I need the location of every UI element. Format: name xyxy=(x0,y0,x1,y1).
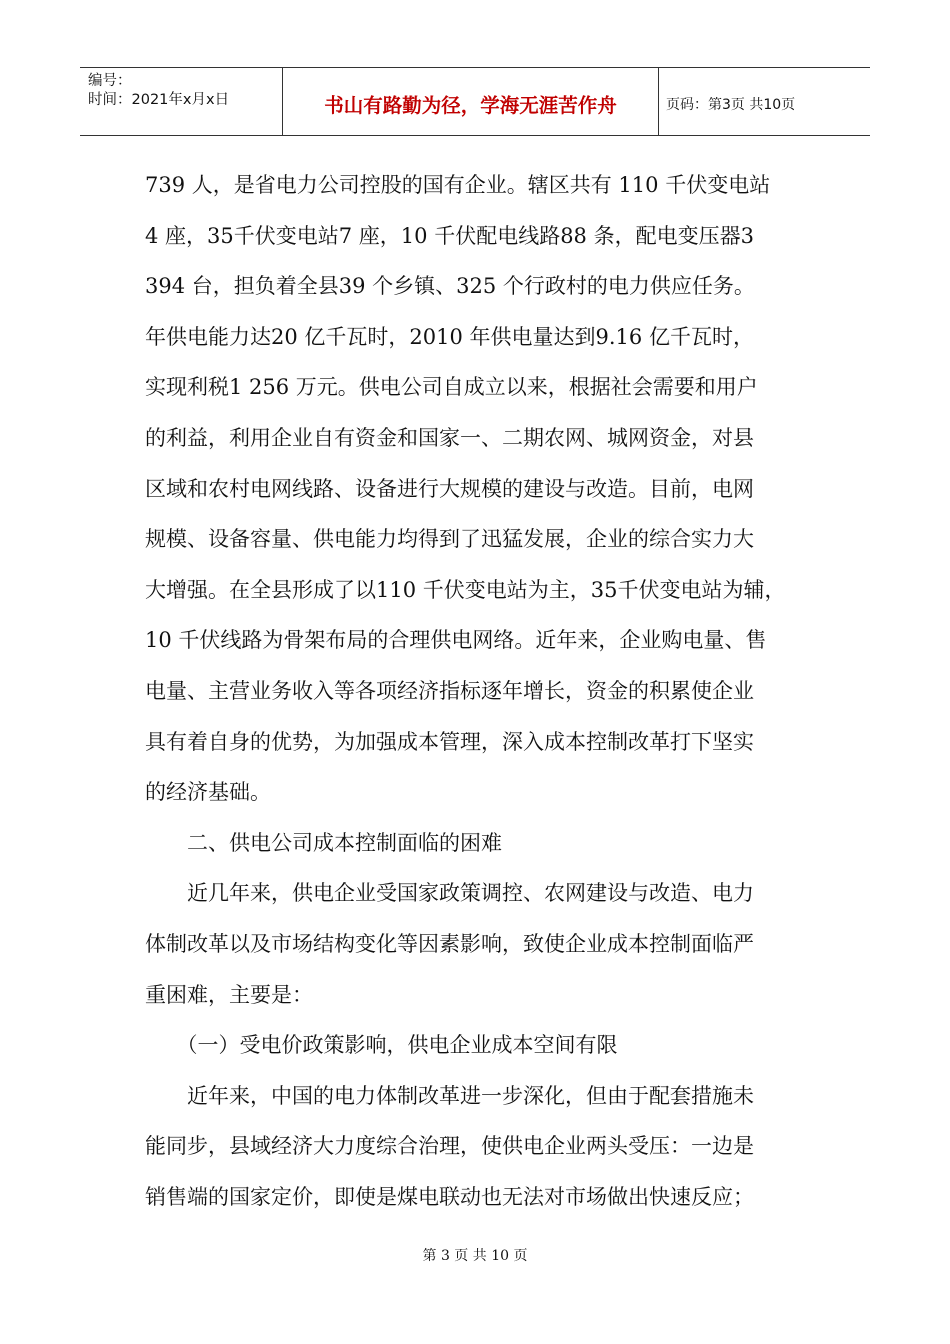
body-line: 4 座，35千伏变电站7 座，10 千伏配电线路88 条，配电变压器3 xyxy=(145,223,754,248)
document-body xyxy=(145,160,810,1222)
body-line: 的经济基础。 xyxy=(145,780,271,805)
page-footer: 第 3 页 共 10 页 xyxy=(422,1248,528,1264)
section-heading: 二、供电公司成本控制面临的困难 xyxy=(145,830,502,855)
subsection-heading: （一）受电价政策影响，供电企业成本空间有限 xyxy=(145,1033,618,1058)
body-line: 实现利税1 256 万元。供电公司自成立以来，根据社会需要和用户 xyxy=(145,375,758,400)
header-motto: 书山有路勤为径，学海无涯苦作舟 xyxy=(283,68,659,135)
body-line: 的利益，利用企业自有资金和国家一、二期农网、城网资金，对县 xyxy=(145,425,754,450)
body-line: 销售端的国家定价，即使是煤电联动也无法对市场做出快速反应； xyxy=(145,1184,754,1209)
body-line: 区域和农村电网线路、设备进行大规模的建设与改造。目前，电网 xyxy=(145,476,754,501)
document-time-label: 时间：2021年x月x日 xyxy=(88,92,230,108)
body-line: 体制改革以及市场结构变化等因素影响，致使企业成本控制面临严 xyxy=(145,931,754,956)
body-line: 电量、主营业务收入等各项经济指标逐年增长，资金的积累使企业 xyxy=(145,678,754,703)
body-line: 能同步，县域经济大力度综合治理，使供电企业两头受压：一边是 xyxy=(145,1134,754,1159)
document-number-label: 编号： xyxy=(88,73,132,89)
header-page-info: 页码：第3页 共10页 xyxy=(666,96,796,113)
body-line: 规模、设备容量、供电能力均得到了迅猛发展，企业的综合实力大 xyxy=(145,527,754,552)
body-line: 394 台，担负着全县39 个乡镇、325 个行政村的电力供应任务。 xyxy=(145,274,755,299)
body-line: 739 人，是省电力公司控股的国有企业。辖区共有 110 千伏变电站 xyxy=(145,173,771,197)
body-line: 年供电能力达20 亿千瓦时，2010 年供电量达到9.16 亿千瓦时， xyxy=(145,324,754,349)
body-line: 10 千伏线路为骨架布局的合理供电网络。近年来，企业购电量、售 xyxy=(145,628,767,653)
body-line: 重困难，主要是： xyxy=(145,982,313,1007)
body-line: 近年来，中国的电力体制改革进一步深化，但由于配套措施未 xyxy=(145,1083,754,1108)
body-line: 近几年来，供电企业受国家政策调控、农网建设与改造、电力 xyxy=(145,881,754,906)
body-line: 具有着自身的优势，为加强成本管理，深入成本控制改革打下坚实 xyxy=(145,729,754,754)
header-meta-cell xyxy=(80,68,283,135)
body-line: 大增强。在全县形成了以110 千伏变电站为主，35千伏变电站为辅， xyxy=(145,577,786,602)
page-header xyxy=(80,67,870,136)
